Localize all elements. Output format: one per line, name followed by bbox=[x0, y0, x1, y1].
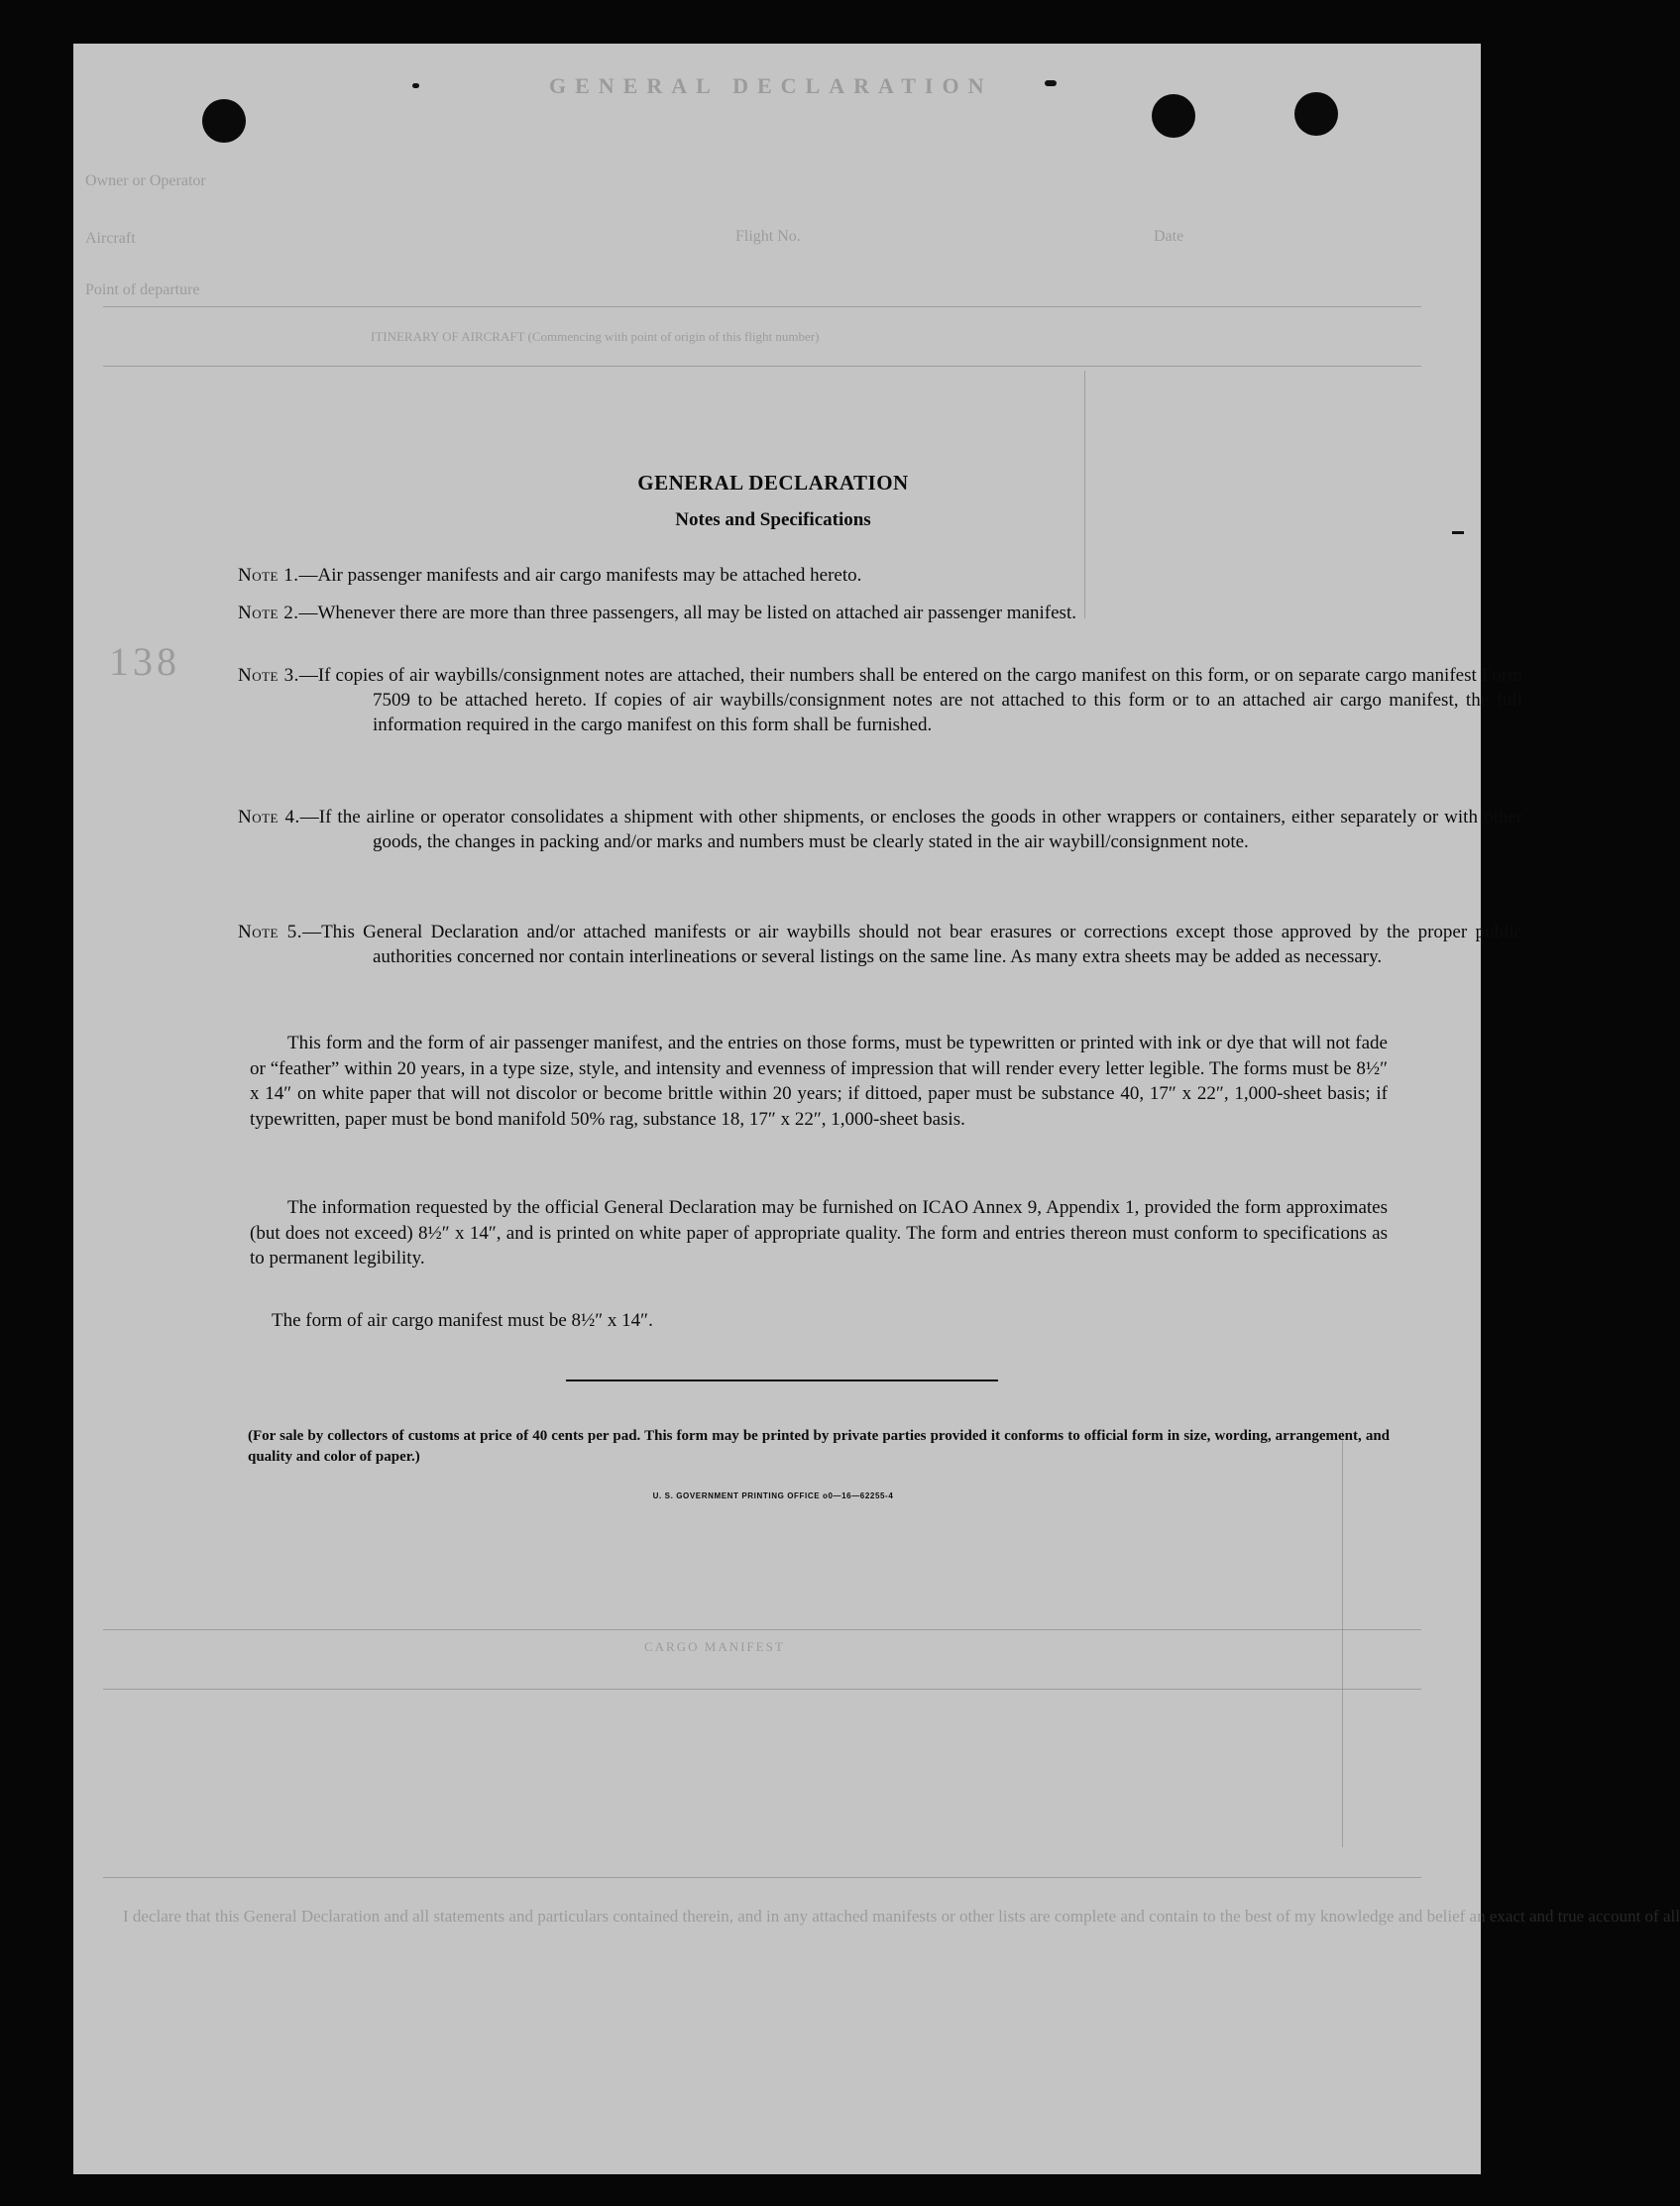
paragraph-icao: The information requested by the official General Declaration may be furnished on ICAO Annex 9, Appendix 1, provided the form approximates (but does not exceed) 8½″ x 14″, and is printed on white paper of appropriate quality. The form and entries thereon must conform to specifications as to permanent legibility. bbox=[250, 1197, 1388, 1268]
show-through-title: GENERAL DECLARATION bbox=[549, 73, 993, 98]
show-through-declaration: I declare that this General Declaration and all statements and particulars contained therein, and in any attached manifests or other lists are complete and contain to the best of my knowledge and belief an exact and true account of all bbox=[123, 1907, 1680, 1926]
document-page bbox=[73, 44, 1680, 2174]
show-through-point: Point of departure bbox=[85, 281, 200, 298]
show-through-owner: Owner or Operator bbox=[85, 172, 206, 189]
note-5 bbox=[238, 920, 1522, 969]
divider bbox=[566, 1379, 998, 1381]
note-text: —This General Declaration and/or attached manifests or air waybills should not bear erasures or corrections except those approved by the proper public authorities concerned nor contain interlineations or several listings on the same line. As many extra sheets may be added as necessary. bbox=[302, 922, 1522, 967]
punch-hole-right-2 bbox=[1294, 92, 1338, 136]
note-2 bbox=[238, 601, 1522, 625]
note-4 bbox=[238, 805, 1522, 854]
page-subtitle: Notes and Specifications bbox=[675, 509, 871, 530]
ink-speck bbox=[1452, 531, 1464, 534]
note-text: —If copies of air waybills/consignment notes are attached, their numbers shall be entered on the cargo manifest on this form, or on separate cargo manifest Form 7509 to be attached hereto. If copies of air waybills/consignment notes are not attached to this form or to an attached air cargo manifest, the full information required in the cargo manifest on this form shall be furnished. bbox=[298, 665, 1522, 735]
note-label: Note 2. bbox=[238, 603, 299, 623]
paragraph-cargo-manifest-size: The form of air cargo manifest must be 8½″ x 14″. bbox=[272, 1310, 653, 1331]
note-text: —If the airline or operator consolidates a shipment with other shipments, or encloses the goods in other wrappers or containers, either separately or with other goods, the changes in packing and/or marks and numbers must be clearly stated in the air waybill/consignment note. bbox=[299, 807, 1523, 852]
printer-imprint: U. S. GOVERNMENT PRINTING OFFICE o0—16—62255-4 bbox=[652, 1491, 894, 1500]
note-text: —Whenever there are more than three passengers, all may be listed on attached air passenger manifest. bbox=[298, 603, 1076, 623]
show-through-date: Date bbox=[1154, 228, 1184, 245]
note-label: Note 4. bbox=[238, 807, 300, 827]
ink-speck bbox=[412, 83, 419, 88]
punch-hole-left bbox=[202, 99, 246, 143]
show-through-cargo-manifest: CARGO MANIFEST bbox=[644, 1639, 785, 1654]
page-title: GENERAL DECLARATION bbox=[637, 471, 909, 495]
punch-hole-right-1 bbox=[1152, 94, 1195, 138]
note-1 bbox=[238, 563, 1522, 588]
show-through-page-number: 138 bbox=[109, 639, 180, 684]
show-through-aircraft: Aircraft bbox=[85, 230, 136, 247]
ink-speck bbox=[1045, 80, 1057, 86]
note-label: Note 3. bbox=[238, 665, 299, 686]
paragraph-form-requirements: This form and the form of air passenger manifest, and the entries on those forms, must be typewritten or printed with ink or dye that will not fade or “feather” within 20 years, in a type size, style, and intensity and evenness of impression that will render every letter legible. The forms must be 8½″ x 14″ on white paper that will not discolor or become brittle within 20 years; if dittoed, paper must be substance 40, 17″ x 22″, 1,000-sheet basis; if typewritten, paper must be bond manifold 50% rag, substance 18, 17″ x 22″, 1,000-sheet basis. bbox=[250, 1033, 1388, 1130]
note-3 bbox=[238, 663, 1522, 737]
note-label: Note 5. bbox=[238, 922, 303, 942]
show-through-flight: Flight No. bbox=[735, 228, 801, 245]
note-text: —Air passenger manifests and air cargo manifests may be attached hereto. bbox=[298, 565, 862, 586]
show-through-itinerary: ITINERARY OF AIRCRAFT (Commencing with point of origin of this flight number) bbox=[371, 329, 820, 344]
sale-notice: (For sale by collectors of customs at price of 40 cents per pad. This form may be printed by private parties provided it conforms to official form in size, wording, arrangement, and quality and color of paper.) bbox=[248, 1428, 1390, 1465]
note-label: Note 1. bbox=[238, 565, 299, 586]
